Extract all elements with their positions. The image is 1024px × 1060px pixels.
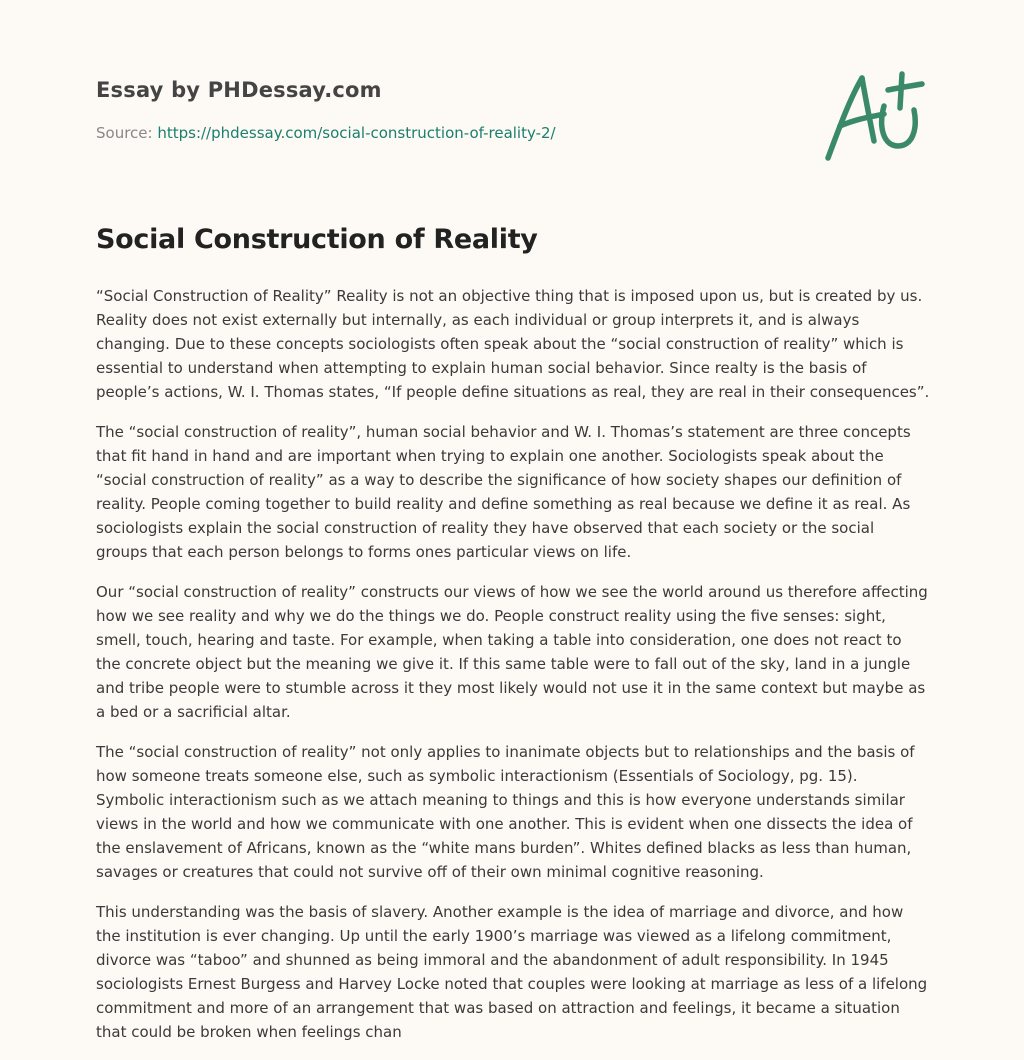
source-link[interactable]: https://phdessay.com/social-construction-of-reality-2/ xyxy=(157,124,556,142)
essay-body xyxy=(96,284,930,1060)
essay-title: Social Construction of Reality xyxy=(96,224,538,255)
essay-paragraph: This understanding was the basis of slavery. Another example is the idea of marriage and divorce, and how the institution is ever changing. Up until the early 1900’s marriage was viewed as a lifelong commitment, divorce was “taboo” and shunned as being immoral and the abandonment of adult responsibility. In 1945 sociologists Ernest Burgess and Harvey Locke noted that couples were looking at marriage as less of a lifelong commitment and more of an arrangement that was based on attraction and feelings, it became a situation that could be broken when feelings chan xyxy=(96,903,928,1041)
essay-paragraph: The “social construction of reality”, human social behavior and W. I. Thomas’s statement are three concepts that fit hand in hand and are important when trying to explain one another. Sociologists speak about the “social construction of reality” as a way to describe the significance of how society shapes our definition of reality. People coming together to build reality and define something as real because we define it as real. As sociologists explain the social construction of reality they have observed that each society or the social groups that each person belongs to forms ones particular views on life. xyxy=(96,423,911,561)
essay-header xyxy=(96,74,796,142)
essay-paragraph: The “social construction of reality” not only applies to inanimate objects but to relationships and the basis of how someone treats someone else, such as symbolic interactionism (Essentials of Sociology, pg. 15). Symbolic interactionism such as we attach meaning to things and this is how everyone understands similar views in the world and how we communicate with one another. This is evident when one dissects the idea of the enslavement of Africans, known as the “white mans burden”. Whites defined blacks as less than human, savages or creatures that could not survive off of their own minimal cognitive reasoning. xyxy=(96,743,915,881)
source-line xyxy=(96,124,796,142)
essay-paragraph: “Social Construction of Reality” Reality is not an objective thing that is imposed upon us, but is created by us. Reality does not exist externally but internally, as each individual or group interprets it, and is always changing. Due to these concepts sociologists often speak about the “social construction of reality” which is essential to understand when attempting to explain human social behavior. Since realty is the basis of people’s actions, W. I. Thomas states, “If people define situations as real, they are real in their consequences”. xyxy=(96,287,930,401)
a-plus-logo-icon xyxy=(818,66,928,166)
site-brand: Essay by PHDessay.com xyxy=(96,78,382,102)
essay-paragraph: Our “social construction of reality” constructs our views of how we see the world around us therefore affecting how we see reality and why we do the things we do. People construct reality using the five senses: sight, smell, touch, hearing and taste. For example, when taking a table into consideration, one does not react to the concrete object but the meaning we give it. If this same table were to fall out of the sky, land in a jungle and tribe people were to stumble across it they most likely would not use it in the same context but maybe as a bed or a sacrificial altar. xyxy=(96,583,928,721)
source-label: Source: xyxy=(96,124,158,142)
